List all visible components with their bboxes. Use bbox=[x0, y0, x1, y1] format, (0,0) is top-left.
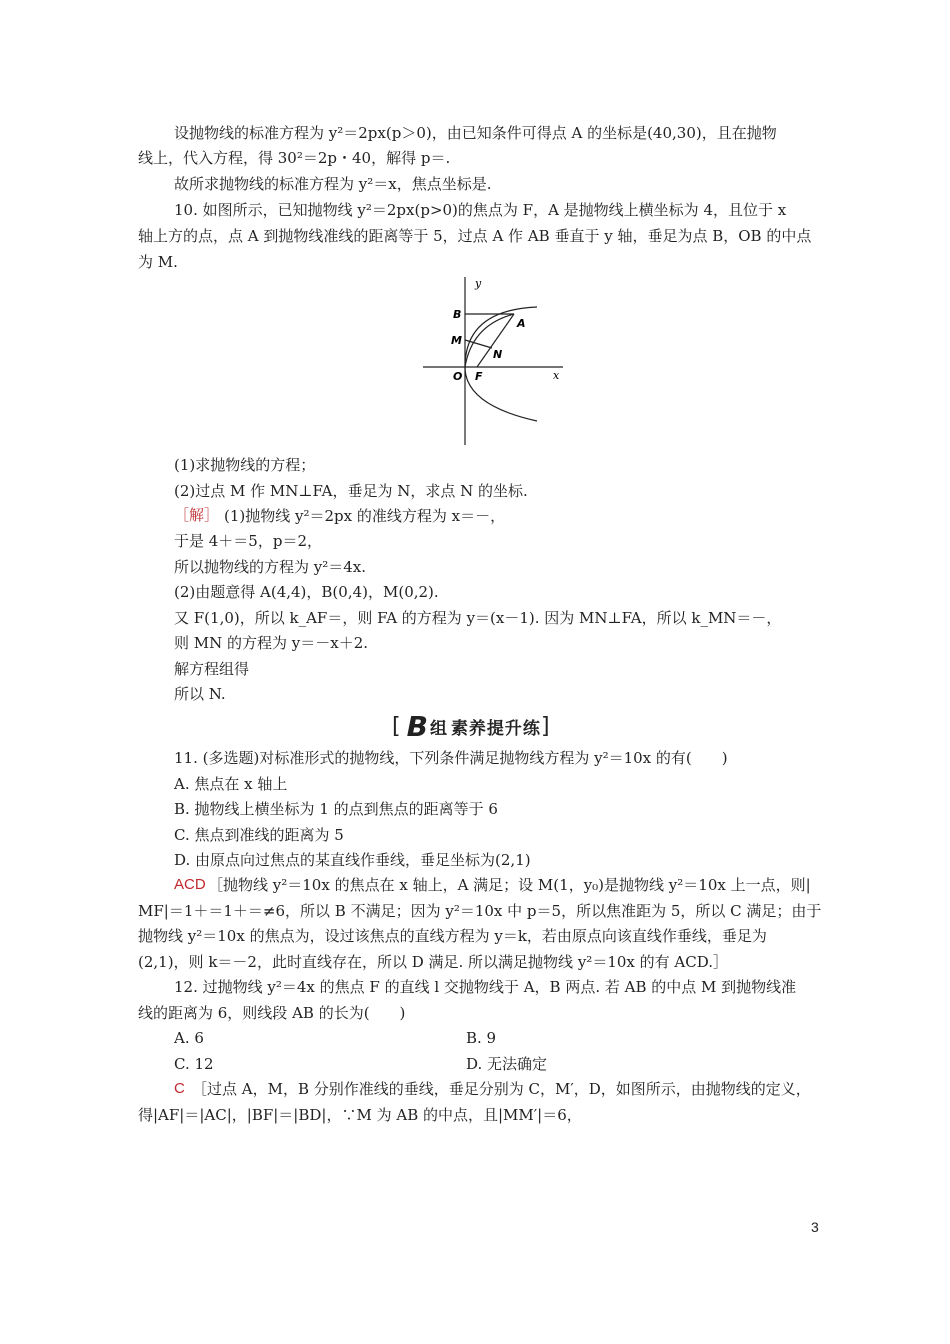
answer-12-label: C bbox=[174, 1080, 185, 1097]
solution-line-2: 于是 4＋＝5，p＝2， bbox=[174, 532, 323, 550]
label-N: N bbox=[493, 348, 503, 361]
problem-12-line-2: 线的距离为 6，则线段 AB 的长为( ) bbox=[138, 1004, 406, 1022]
problem-11-option-b: B. 抛物线上横坐标为 1 的点到焦点的距离等于 6 bbox=[174, 800, 498, 818]
section-bracket-open: [ bbox=[392, 713, 401, 739]
solution-line-8: 所以 N. bbox=[174, 685, 226, 703]
solution-line-4: (2)由题意得 A(4,4)，B(0,4)，M(0,2). bbox=[174, 583, 439, 601]
section-header bbox=[392, 710, 550, 742]
question-2: (2)过点 M 作 MN⊥FA，垂足为 N，求点 N 的坐标. bbox=[174, 482, 528, 500]
problem-11-option-d: D. 由原点向过焦点的某直线作垂线，垂足坐标为(2,1) bbox=[174, 851, 531, 869]
label-O: O bbox=[453, 370, 463, 383]
arc-OA bbox=[465, 314, 514, 367]
answer-12-line-2: 得|AF|＝|AC|，|BF|＝|BD|，∵M 为 AB 的中点，且|MM′|＝6， bbox=[138, 1106, 582, 1124]
page-number: 3 bbox=[811, 1219, 819, 1235]
section-letter: B bbox=[406, 709, 428, 743]
answer-11-line-1: ［抛物线 y²＝10x 的焦点在 x 轴上，A 满足；设 M(1，y₀)是抛物线 y²＝10x 上一点，则| bbox=[208, 876, 811, 894]
solution-line-7: 解方程组得 bbox=[174, 660, 250, 678]
problem-12-line-1: 12. 过抛物线 y²＝4x 的焦点 F 的直线 l 交抛物线于 A，B 两点. 若 AB 的中点 M 到抛物线准 bbox=[174, 978, 797, 996]
label-x: x bbox=[553, 369, 560, 382]
problem-11-stem: 11. (多选题)对标准形式的抛物线，下列条件满足抛物线方程为 y²＝10x 的有( ) bbox=[174, 749, 728, 767]
label-y: y bbox=[475, 277, 482, 290]
problem-12-option-b: B. 9 bbox=[466, 1029, 497, 1047]
parabola-figure bbox=[420, 275, 570, 447]
parabola-curve bbox=[465, 307, 537, 421]
label-B: B bbox=[453, 308, 462, 321]
label-F: F bbox=[475, 370, 483, 383]
section-group: 组 bbox=[429, 718, 447, 739]
solution-label: ［解］ bbox=[174, 507, 220, 524]
answer-11-line-2: MF|＝1＋＝1＋＝≠6，所以 B 不满足；因为 y²＝10x 中 p＝5，所以焦准距为 5，所以 C 满足；由于 bbox=[138, 902, 822, 920]
answer-11-line-4: (2,1)，则 k＝－2，此时直线存在，所以 D 满足. 所以满足抛物线 y²＝10x 的有 ACD.］ bbox=[138, 953, 728, 971]
para-line-2: 线上，代入方程，得 30²＝2p・40，解得 p＝. bbox=[138, 149, 451, 167]
question-1: (1)求抛物线的方程； bbox=[174, 456, 316, 474]
answer-11-label: ACD bbox=[174, 876, 206, 893]
para-line-3: 故所求抛物线的标准方程为 y²＝x，焦点坐标是. bbox=[174, 175, 492, 193]
section-title: 素养提升练 bbox=[450, 718, 541, 739]
label-A: A bbox=[517, 317, 526, 330]
problem-11-option-c: C. 焦点到准线的距离为 5 bbox=[174, 826, 344, 844]
solution-line-3: 所以抛物线的方程为 y²＝4x. bbox=[174, 558, 367, 576]
solution-line-5: 又 F(1,0)，所以 k_AF＝，则 FA 的方程为 y＝(x－1). 因为 MN⊥FA，所以 k_MN＝－， bbox=[174, 609, 782, 627]
label-M: M bbox=[451, 334, 462, 347]
problem-12-option-c: C. 12 bbox=[174, 1055, 214, 1073]
solution-line-6: 则 MN 的方程为 y＝－x＋2. bbox=[174, 634, 369, 652]
problem-10-line-1: 10. 如图所示，已知抛物线 y²＝2px(p>0)的焦点为 F，A 是抛物线上横坐标为 4，且位于 x bbox=[174, 201, 787, 219]
answer-11-line-3: 抛物线 y²＝10x 的焦点为，设过该焦点的直线方程为 y＝k，若由原点向该直线作垂线，垂足为 bbox=[138, 927, 767, 945]
section-bracket-close: ] bbox=[540, 713, 550, 739]
problem-10-line-3: 为 M. bbox=[138, 253, 178, 271]
problem-11-option-a: A. 焦点在 x 轴上 bbox=[174, 775, 288, 793]
problem-12-option-d: D. 无法确定 bbox=[466, 1055, 548, 1073]
problem-10-line-2: 轴上方的点，点 A 到抛物线准线的距离等于 5，过点 A 作 AB 垂直于 y 轴，垂足为点 B，OB 的中点 bbox=[138, 227, 812, 245]
answer-12-line-1: ［过点 A，M，B 分别作准线的垂线，垂足分别为 C，M′，D，如图所示，由抛物线的定义， bbox=[192, 1080, 811, 1098]
solution-line-1: (1)抛物线 y²＝2px 的准线方程为 x＝－， bbox=[224, 507, 506, 525]
problem-12-option-a: A. 6 bbox=[174, 1029, 204, 1047]
para-line-1: 设抛物线的标准方程为 y²＝2px(p＞0)，由已知条件可得点 A 的坐标是(40,30)，且在抛物 bbox=[174, 124, 777, 142]
